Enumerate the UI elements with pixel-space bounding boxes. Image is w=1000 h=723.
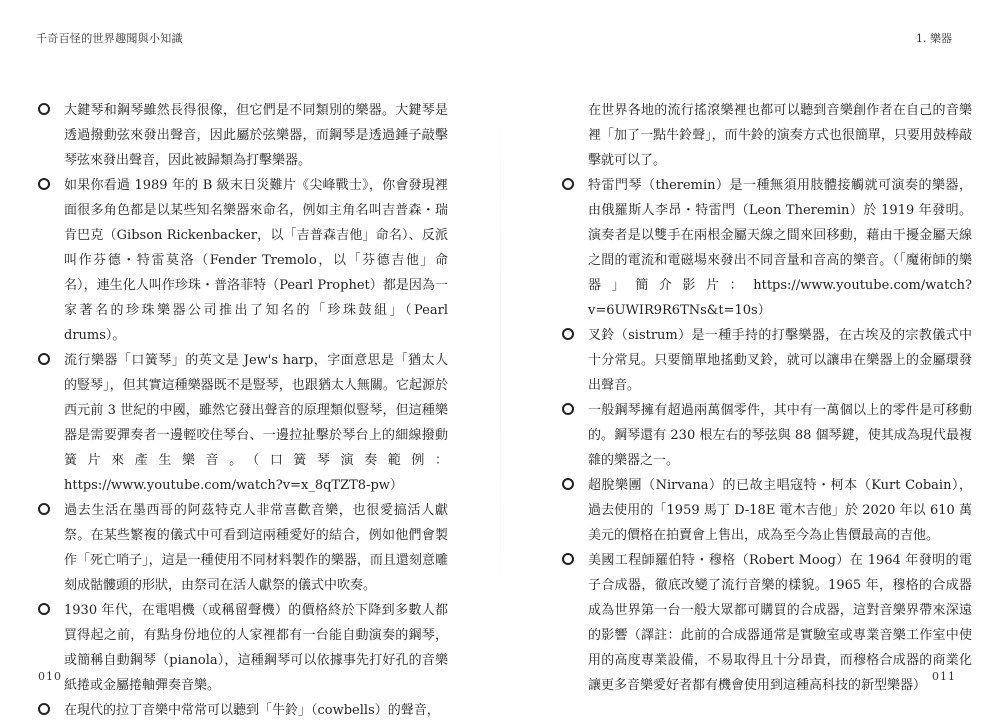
list-item-text: 大鍵琴和鋼琴雖然長得很像，但它們是不同類別的樂器。大鍵琴是透過撥動弦來發出聲音，因此屬於弦樂器，而鋼琴是透過錘子敲擊琴弦來發出聲音，因此被歸類為打擊樂器。 — [64, 103, 448, 168]
list-item-text: 美國工程師羅伯特・穆格（Robert Moog）在 1964 年發明的電子合成器，徹底改變了流行音樂的樣貌。1965 年，穆格的合成器成為世界第一台一般大眾都可購買的合成器，這對音樂界帶來深遠的影響（譯註：此前的合成器通常是實驗室或專業音樂工作室中使用的高度專業設備，不易取得且十分昂貴，而穆格合成器的商業化讓更多音樂愛好者都有機會使用到這種高科技的新型樂器） — [588, 553, 972, 693]
list-item-text: 1930 年代，在電唱機（或稱留聲機）的價格終於下降到多數人都買得起之前，有點身份地位的人家裡都有一台能自動演奏的鋼琴，或簡稱自動鋼琴（pianola），這種鋼琴可以依據事先打好孔的音樂紙捲或金屬捲軸彈奏音樂。 — [64, 603, 448, 693]
list-item-text: 一般鋼琴擁有超過兩萬個零件，其中有一萬個以上的零件是可移動的。鋼琴還有 230 根左右的琴弦與 88 個琴鍵，使其成為現代最複雜的樂器之一。 — [588, 403, 972, 468]
list-item-text: 流行樂器「口簧琴」的英文是 Jew's harp，字面意思是「猶太人的豎琴」，但其實這種樂器既不是豎琴，也跟猶太人無關。它起源於西元前 3 世紀的中國，雖然它發出聲音的原理類似豎琴，但這種樂器是需要彈奏者一邊輕咬住琴台、一邊拉扯擊於琴台上的細線撥動簧片來產生樂音。（口簧琴演奏範例：https://www.youtube.com/watch?v=x_8qTZT8-pw） — [64, 353, 448, 493]
list-item-text: 過去生活在墨西哥的阿茲特克人非常喜歡音樂，也很愛搞活人獻祭。在某些繁複的儀式中可看到這兩種愛好的結合，例如他們會製作「死亡哨子」，這是一種使用不同材料製作的樂器，而且還刻意雕刻成骷髏頭的形狀，由祭司在活人獻祭的儀式中吹奏。 — [64, 503, 448, 593]
circle-bullet-icon — [562, 553, 574, 565]
list-item-text: 超脫樂團（Nirvana）的已故主唱寇特・柯本（Kurt Cobain），過去使用的「1959 馬丁 D-18E 電木吉他」於 2020 年以 610 萬美元的價格在拍賣會上售出，成為至今為止售價最高的吉他。 — [588, 478, 972, 543]
circle-bullet-icon — [562, 403, 574, 415]
list-item — [562, 323, 972, 398]
circle-bullet-icon — [38, 703, 50, 715]
list-item-text: 在現代的拉丁音樂中常常可以聽到「牛鈴」（cowbells）的聲音， — [64, 703, 440, 718]
circle-bullet-icon — [38, 178, 50, 190]
list-item — [38, 98, 448, 173]
list-item-text: 如果你看過 1989 年的 B 級末日災難片《尖峰戰士》，你會發現裡面很多角色都是以某些知名樂器來命名，例如主角名叫吉普森・瑞肯巴克（Gibson Rickenbacker，以「吉普森吉他」命名）、反派叫作芬德・特雷莫洛（Fender Tremolo，以「芬德吉他」命名），連生化人叫作珍珠・普洛菲特（Pearl Prophet）都是因為一家著名的珍珠樂器公司推出了知名的「珍珠鼓組」（Pearl drums）。 — [64, 178, 448, 343]
running-head-left: 千奇百怪的世界趣聞與小知識 — [36, 32, 183, 45]
list-item-text: 叉鈴（sistrum）是一種手持的打擊樂器，在古埃及的宗教儀式中十分常見。只要簡單地搖動叉鈴，就可以讓串在樂器上的金屬環發出聲音。 — [588, 328, 972, 393]
circle-bullet-icon — [38, 503, 50, 515]
right-page — [562, 98, 972, 698]
circle-bullet-icon — [38, 353, 50, 365]
gutter-shadow — [500, 0, 501, 706]
circle-bullet-icon — [562, 178, 574, 190]
list-item — [38, 698, 448, 723]
list-item — [562, 473, 972, 548]
list-item — [562, 173, 972, 323]
list-item — [38, 173, 448, 348]
running-head-right: 1. 樂器 — [916, 32, 952, 45]
circle-bullet-icon — [38, 103, 50, 115]
list-item — [562, 398, 972, 473]
circle-bullet-icon — [562, 478, 574, 490]
continued-paragraph: 在世界各地的流行搖滾樂裡也都可以聽到音樂創作者在自己的音樂裡「加了一點牛鈴聲」，而牛鈴的演奏方式也很簡單，只要用鼓棒敲擊就可以了。 — [588, 103, 972, 168]
page-number-left: 010 — [38, 670, 62, 683]
circle-bullet-icon — [562, 328, 574, 340]
list-item — [38, 598, 448, 698]
page-number-right: 011 — [932, 670, 956, 683]
left-page — [38, 98, 448, 723]
list-item — [38, 498, 448, 598]
list-item-text: 特雷門琴（theremin）是一種無須用肢體接觸就可演奏的樂器，由俄羅斯人李昂・特雷門（Leon Theremin）於 1919 年發明。演奏者是以雙手在兩根金屬天線之間來回移動，藉由干擾金屬天線之間的電流和電磁場來發出不同音量和音高的樂音。（「魔術師的樂器」簡介影片：https://www.youtube.com/watch?v=6UWIR9R6TNs&t=10s） — [588, 178, 972, 318]
circle-bullet-icon — [38, 603, 50, 615]
list-item — [562, 548, 972, 698]
list-item — [38, 348, 448, 498]
